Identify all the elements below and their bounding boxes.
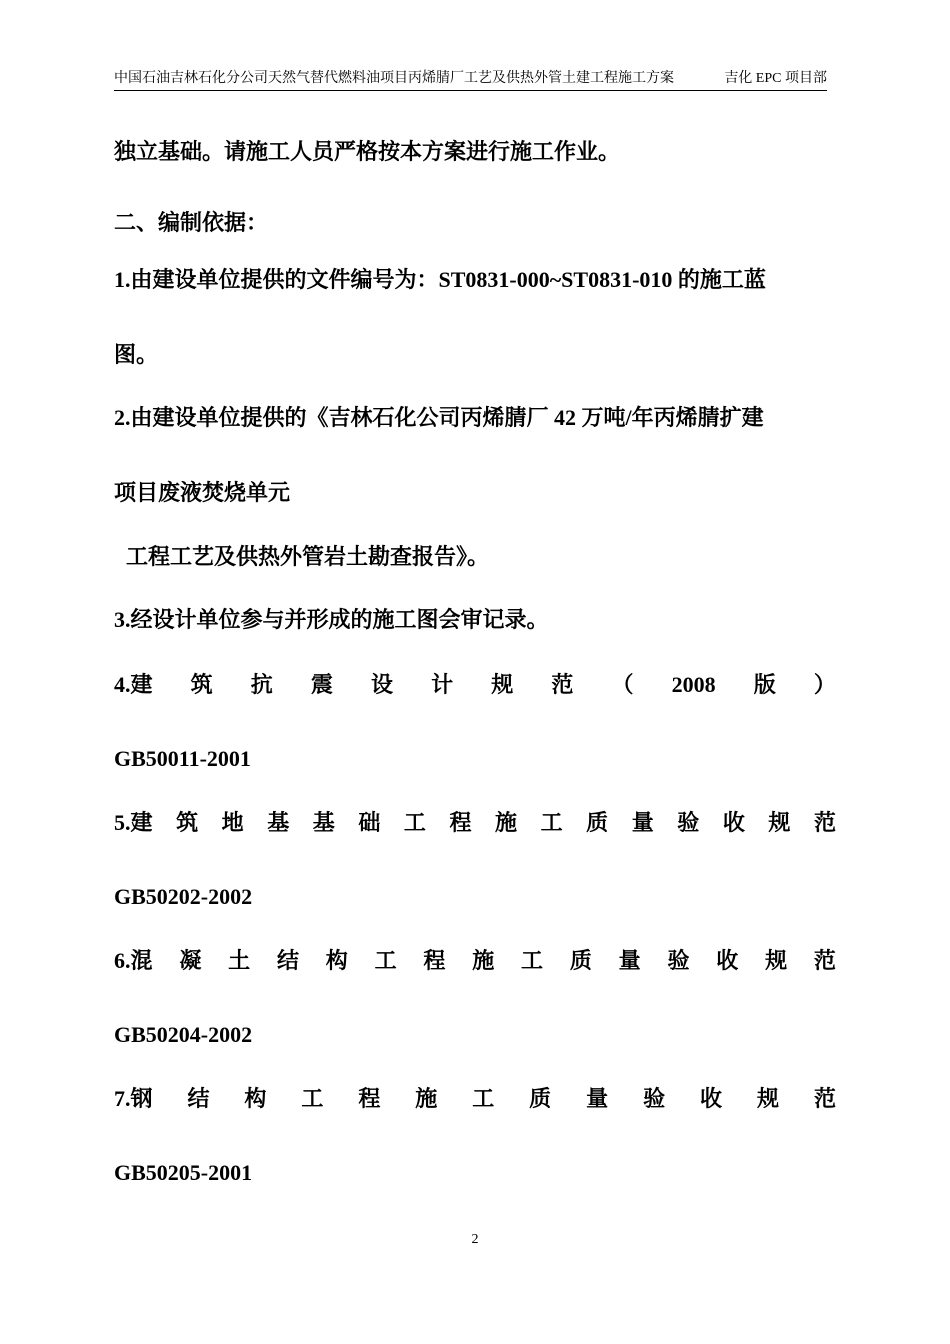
justified-text-segment: （ — [611, 672, 634, 697]
list-item-5-code: GB50202-2002 — [114, 884, 253, 909]
justified-text-segment: 6.混 — [114, 948, 153, 973]
justified-text-segment: 筑 — [176, 810, 199, 835]
list-item-2-continued: 项目废液焚烧单元 — [114, 480, 291, 505]
justified-text-segment: 范 — [813, 948, 836, 973]
justified-text-segment: 程 — [423, 948, 446, 973]
justified-text-segment: 施 — [415, 1086, 438, 1111]
header-department: 吉化 EPC 项目部 — [724, 71, 827, 86]
justified-text-segment: 量 — [586, 1086, 609, 1111]
justified-text-segment: 收 — [722, 810, 745, 835]
justified-text-segment: 工 — [521, 948, 544, 973]
justified-text-segment: ） — [813, 672, 836, 697]
justified-text-segment: 量 — [631, 810, 654, 835]
list-item-1: 1.由建设单位提供的文件编号为：ST0831-000~ST0831-010 的施工蓝 — [114, 267, 766, 292]
justified-text-segment: 程 — [449, 810, 472, 835]
justified-text-segment: 土 — [228, 948, 251, 973]
justified-text-segment: 验 — [667, 948, 690, 973]
justified-text-segment: 工 — [472, 1086, 495, 1111]
justified-text-segment: 5.建 — [114, 810, 153, 835]
justified-text-segment: 震 — [310, 672, 333, 697]
justified-text-segment: 构 — [244, 1086, 267, 1111]
justified-text-segment: 收 — [716, 948, 739, 973]
list-item-2-continued-2: 工程工艺及供热外管岩土勘查报告》。 — [126, 544, 490, 569]
justified-text-segment: 地 — [221, 810, 244, 835]
justified-text-segment: 规 — [491, 672, 514, 697]
page-number: 2 — [471, 1232, 479, 1247]
justified-text-segment: 凝 — [179, 948, 202, 973]
justified-text-segment: 验 — [643, 1086, 666, 1111]
justified-text-segment: 筑 — [190, 672, 213, 697]
justified-text-segment: 质 — [586, 810, 609, 835]
justified-text-segment: 抗 — [250, 672, 273, 697]
list-item-4 — [114, 670, 836, 700]
justified-text-segment: 结 — [187, 1086, 210, 1111]
justified-text-segment: 设 — [371, 672, 394, 697]
justified-text-segment: 工 — [403, 810, 426, 835]
list-item-6-code: GB50204-2002 — [114, 1022, 253, 1047]
justified-text-segment: 规 — [765, 948, 788, 973]
list-item-7-code: GB50205-2001 — [114, 1160, 253, 1185]
justified-text-segment: 7.钢 — [114, 1086, 153, 1111]
list-item-7 — [114, 1084, 836, 1114]
justified-text-segment: 质 — [569, 948, 592, 973]
list-item-5 — [114, 808, 836, 838]
justified-text-segment: 基 — [267, 810, 290, 835]
justified-text-segment: 程 — [358, 1086, 381, 1111]
justified-text-segment: 施 — [495, 810, 518, 835]
section-heading: 二、编制依据： — [114, 210, 269, 235]
justified-text-segment: 量 — [618, 948, 641, 973]
justified-text-segment: 工 — [374, 948, 397, 973]
paragraph-line: 独立基础。请施工人员严格按本方案进行施工作业。 — [114, 139, 621, 164]
justified-text-segment: 4.建 — [114, 672, 153, 697]
justified-text-segment: 础 — [358, 810, 381, 835]
justified-text-segment: 规 — [768, 810, 791, 835]
list-item-2: 2.由建设单位提供的《吉林石化公司丙烯腈厂 42 万吨/年丙烯腈扩建 — [114, 405, 764, 430]
justified-text-segment: 工 — [301, 1086, 324, 1111]
justified-text-segment: 2008 — [671, 672, 716, 697]
justified-text-segment: 范 — [813, 810, 836, 835]
list-item-4-code: GB50011-2001 — [114, 746, 251, 771]
list-item-1-continued: 图。 — [114, 342, 159, 367]
justified-text-segment: 计 — [431, 672, 454, 697]
header-title: 中国石油吉林石化分公司天然气替代燃料油项目丙烯腈厂工艺及供热外管土建工程施工方案 — [114, 71, 674, 86]
page-header — [114, 70, 827, 91]
justified-text-segment: 收 — [700, 1086, 723, 1111]
justified-text-segment: 规 — [756, 1086, 779, 1111]
list-item-6 — [114, 946, 836, 976]
justified-text-segment: 工 — [540, 810, 563, 835]
justified-text-segment: 版 — [753, 672, 776, 697]
justified-text-segment: 构 — [325, 948, 348, 973]
justified-text-segment: 基 — [312, 810, 335, 835]
justified-text-segment: 结 — [276, 948, 299, 973]
justified-text-segment: 验 — [677, 810, 700, 835]
justified-text-segment: 施 — [472, 948, 495, 973]
justified-text-segment: 范 — [813, 1086, 836, 1111]
list-item-3: 3.经设计单位参与并形成的施工图会审记录。 — [114, 607, 549, 632]
justified-text-segment: 质 — [529, 1086, 552, 1111]
justified-text-segment: 范 — [551, 672, 574, 697]
